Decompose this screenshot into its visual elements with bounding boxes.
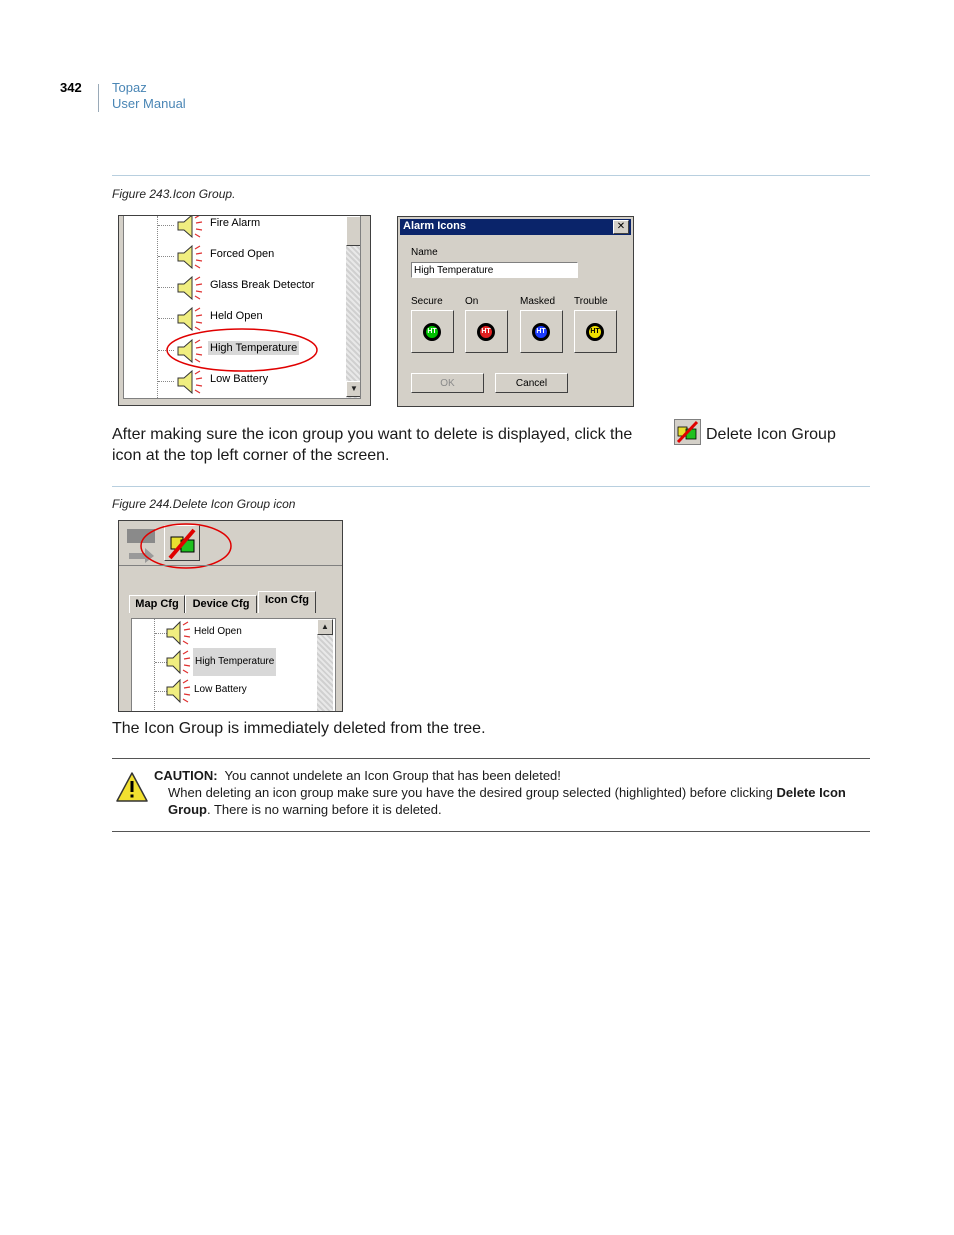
figure-243-rule — [112, 175, 870, 176]
tree-item-label: Held Open — [194, 626, 242, 637]
scroll-thumb[interactable] — [346, 216, 361, 246]
tree-item-label: Low Battery — [210, 373, 269, 385]
state-label-secure: Secure — [411, 296, 443, 307]
tree-item-label: Fire Alarm — [210, 217, 261, 229]
instruction-icon-name: Delete Icon Group — [706, 426, 836, 443]
tab-map-cfg[interactable]: Map Cfg — [129, 595, 185, 613]
speaker-icon — [174, 275, 206, 301]
speaker-icon — [164, 649, 192, 675]
delete-icon-group-icon — [674, 419, 701, 445]
masked-state-icon: HT — [532, 323, 550, 341]
figure-243-caption: Figure 243.Icon Group. — [112, 187, 236, 201]
caution-body — [154, 784, 870, 818]
on-icon-button[interactable] — [465, 310, 508, 353]
tree-scrollbar[interactable] — [317, 619, 333, 712]
running-header — [112, 80, 186, 112]
cancel-button[interactable]: Cancel — [495, 373, 568, 393]
caution-top-rule — [112, 758, 870, 759]
scroll-up-icon[interactable]: ▲ — [317, 619, 333, 635]
icon-group-tree-panel — [118, 215, 371, 406]
icon-group-tree — [123, 216, 361, 399]
tree-item-label: Forced Open — [210, 248, 275, 260]
figure-244-caption: Figure 244.Delete Icon Group icon — [112, 497, 296, 511]
caution-body-bold: Delete Icon Group — [168, 785, 846, 817]
speaker-icon — [174, 216, 206, 239]
header-divider — [98, 84, 99, 112]
highlight-ring-icon — [164, 326, 320, 376]
alarm-icons-dialog — [397, 216, 634, 407]
tree-item-selected[interactable] — [132, 648, 336, 678]
caution-label: CAUTION: — [154, 768, 218, 783]
name-input[interactable]: High Temperature — [411, 262, 578, 278]
caution-block — [154, 767, 870, 818]
instruction-text: After making sure the icon group you want to delete is displayed, click the — [112, 426, 633, 443]
figure-244-rule — [112, 486, 870, 487]
instruction-line-2: icon at the top left corner of the screen. — [112, 447, 390, 464]
tree-item-label: High Temperature — [210, 342, 298, 354]
tree-scrollbar[interactable] — [346, 216, 361, 398]
secure-icon-button[interactable] — [411, 310, 454, 353]
state-label-on: On — [465, 296, 479, 307]
tab-icon-cfg[interactable]: Icon Cfg — [258, 591, 316, 613]
result-text: The Icon Group is immediately deleted from the tree. — [112, 720, 486, 737]
instruction-line-1 — [112, 424, 632, 445]
on-state-icon: HT — [477, 323, 495, 341]
caution-body-text: When deleting an icon group make sure you have the desired group selected (highlighted) before clicking — [168, 785, 777, 800]
tree-item[interactable] — [124, 216, 344, 240]
page-number: 342 — [60, 80, 82, 95]
speaker-icon — [164, 620, 192, 646]
trouble-icon-button[interactable] — [574, 310, 617, 353]
speaker-icon — [174, 244, 206, 270]
tab-device-cfg[interactable]: Device Cfg — [185, 595, 257, 613]
header-product: Topaz — [112, 80, 147, 95]
tree-item-label: Low Battery — [194, 684, 247, 695]
ok-button[interactable]: OK — [411, 373, 484, 393]
highlight-ring-icon — [139, 521, 234, 571]
trouble-state-icon: HT — [586, 323, 604, 341]
icon-cfg-tree — [131, 618, 336, 712]
speaker-icon — [164, 678, 192, 704]
masked-icon-button[interactable] — [520, 310, 563, 353]
tree-item-label: Glass Break Detector — [210, 279, 315, 291]
tree-item-label: Held Open — [210, 310, 263, 322]
tree-item[interactable] — [132, 619, 336, 649]
header-manual: User Manual — [112, 96, 186, 111]
secure-state-icon: HT — [423, 323, 441, 341]
scroll-down-icon[interactable]: ▼ — [346, 381, 361, 397]
delete-icon-group-panel — [118, 520, 343, 712]
tree-item-label: High Temperature — [193, 648, 276, 676]
dialog-titlebar — [400, 219, 631, 235]
caution-headline: You cannot undelete an Icon Group that has been deleted! — [224, 768, 561, 783]
caution-body-end: . There is no warning before it is deleted. — [207, 802, 442, 817]
dialog-title: Alarm Icons — [403, 220, 466, 232]
tree-item[interactable] — [124, 272, 344, 302]
close-icon[interactable]: ✕ — [613, 220, 629, 234]
warning-icon — [115, 771, 149, 803]
state-label-masked: Masked — [520, 296, 556, 307]
tree-item[interactable] — [124, 241, 344, 271]
name-label: Name — [411, 247, 438, 258]
caution-headline-line — [154, 767, 870, 784]
tree-item[interactable] — [132, 677, 336, 707]
state-label-trouble: Trouble — [574, 296, 608, 307]
caution-bottom-rule — [112, 831, 870, 832]
